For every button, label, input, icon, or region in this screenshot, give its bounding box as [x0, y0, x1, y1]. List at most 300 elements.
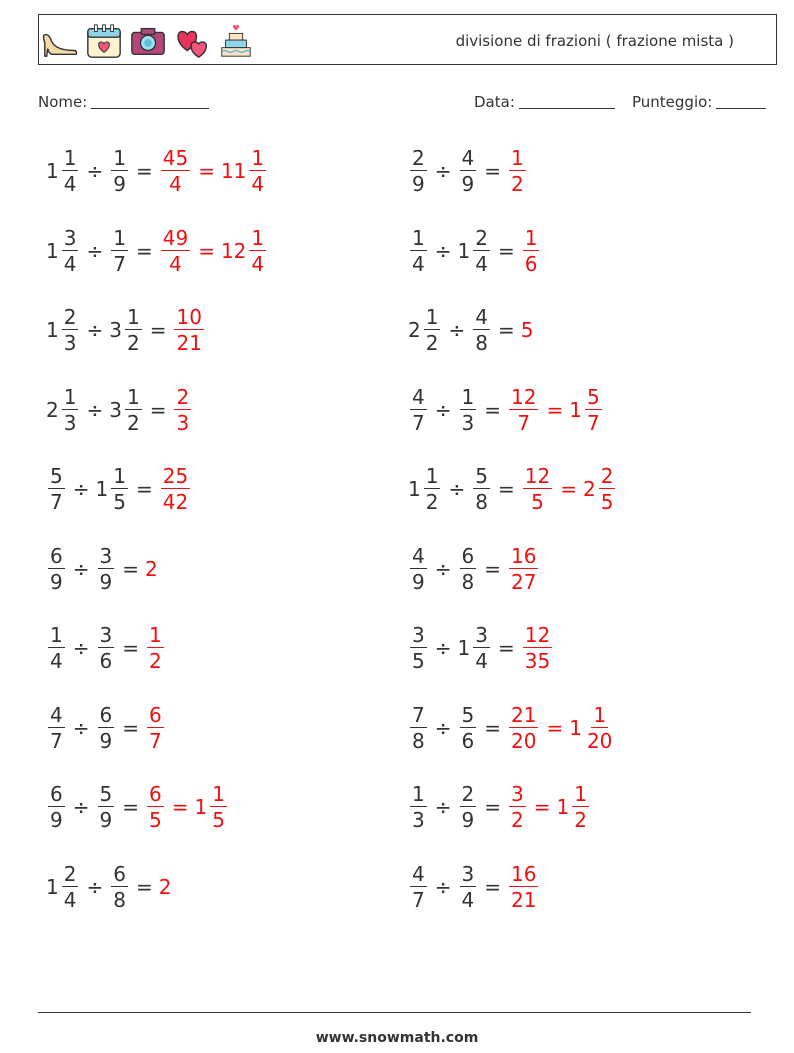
dividend-number — [408, 784, 429, 830]
answer-number — [220, 225, 268, 276]
answer-number — [521, 625, 554, 671]
divisor-numerator: 6 — [113, 861, 126, 886]
divide-sign: ÷ — [434, 159, 452, 183]
problem-item — [46, 539, 159, 599]
divisor-fraction — [473, 466, 490, 512]
problem-item — [46, 221, 268, 281]
dividend-denominator: 2 — [425, 331, 439, 355]
answer-numerator: 1 — [511, 146, 524, 170]
dividend-numerator: 3 — [63, 225, 77, 250]
divide-sign: ÷ — [86, 159, 104, 183]
answer-denominator: 5 — [600, 490, 614, 514]
answer-fraction — [161, 466, 190, 512]
divisor-denominator: 2 — [126, 410, 140, 435]
divisor-fraction — [111, 861, 128, 912]
answer-numerator: 1 — [524, 225, 538, 250]
answer-fraction — [147, 625, 164, 671]
dividend-number — [408, 543, 429, 594]
divisor-number — [96, 543, 117, 594]
answer-number — [507, 384, 540, 435]
divisor-denominator: 8 — [475, 490, 488, 514]
dividend-number — [408, 702, 429, 753]
equals-sign: = — [546, 397, 564, 422]
divisor-number — [458, 148, 479, 194]
answer-fraction — [147, 784, 164, 830]
divisor-numerator: 1 — [461, 384, 475, 409]
dividend-whole: 2 — [46, 397, 59, 422]
dividend-denominator: 5 — [412, 649, 425, 673]
divisor-denominator: 9 — [461, 808, 475, 832]
date-label: Data: — [474, 93, 515, 111]
answer-whole: 1 — [556, 795, 570, 819]
divisor-fraction — [98, 702, 115, 753]
answer-numerator: 25 — [162, 464, 189, 488]
dividend-numerator: 1 — [412, 782, 425, 806]
divisor-number — [471, 466, 492, 512]
dividend-denominator: 7 — [50, 728, 63, 753]
dividend-denominator: 9 — [412, 172, 425, 196]
dividend-denominator: 4 — [412, 251, 425, 276]
name-blank — [91, 107, 209, 109]
divisor-numerator: 3 — [99, 623, 113, 647]
answer-denominator: 5 — [212, 808, 225, 832]
equals-sign: = — [484, 715, 501, 740]
divide-sign: ÷ — [434, 238, 452, 263]
dividend-fraction — [410, 384, 427, 435]
problem-item — [46, 459, 192, 519]
dividend-numerator: 1 — [63, 384, 77, 409]
answer-number — [221, 148, 268, 194]
dividend-denominator: 4 — [63, 887, 77, 912]
dividend-number — [46, 466, 67, 512]
divide-sign: ÷ — [72, 477, 90, 501]
divisor-numerator: 1 — [126, 305, 140, 329]
divisor-denominator: 9 — [99, 808, 113, 832]
divisor-number — [458, 384, 479, 435]
answer-denominator: 2 — [511, 808, 524, 832]
dividend-fraction — [62, 861, 79, 912]
equals-sign: = — [484, 874, 501, 899]
divisor-denominator: 5 — [113, 490, 126, 514]
divisor-numerator: 1 — [113, 146, 126, 170]
answer-fraction — [249, 148, 266, 194]
wedding-cake-icon — [217, 21, 255, 61]
divisor-number — [471, 307, 492, 353]
answer-number — [159, 225, 192, 276]
divisor-denominator: 8 — [113, 887, 126, 912]
answer-numerator: 12 — [524, 623, 551, 647]
divide-sign: ÷ — [448, 477, 466, 501]
problem-item — [46, 857, 172, 917]
divisor-numerator: 2 — [461, 782, 475, 806]
answer-number — [507, 784, 528, 830]
answer-number — [145, 625, 166, 671]
divide-sign: ÷ — [72, 556, 90, 581]
answer-whole: 1 — [194, 795, 208, 819]
equals-sign: = — [497, 318, 515, 342]
answer-whole: 2 — [145, 556, 158, 581]
answer-fraction — [174, 307, 203, 353]
name-field — [38, 93, 209, 111]
problem-item — [408, 698, 616, 758]
answer-fraction — [585, 702, 614, 753]
date-field — [474, 93, 615, 111]
divisor-fraction — [473, 225, 490, 276]
answer-denominator: 20 — [511, 728, 537, 753]
answer-numerator: 1 — [212, 782, 225, 806]
equals-sign: = — [171, 795, 189, 819]
answer — [507, 148, 528, 194]
answer-denominator: 4 — [251, 251, 265, 276]
answer-denominator: 3 — [176, 410, 190, 435]
problem-item — [408, 380, 604, 440]
answer-denominator: 5 — [149, 808, 162, 832]
divisor-fraction — [460, 148, 477, 194]
divisor-denominator: 2 — [126, 331, 140, 355]
answer-fraction — [147, 702, 164, 753]
high-heel-icon — [41, 21, 79, 61]
answer-denominator: 27 — [511, 569, 537, 594]
answer-number — [159, 466, 192, 512]
answer-denominator: 2 — [511, 172, 524, 196]
dividend-fraction — [410, 148, 427, 194]
dividend-number — [46, 702, 67, 753]
divisor-fraction — [473, 307, 490, 353]
equals-sign: = — [546, 715, 564, 740]
problem-item — [46, 777, 229, 837]
answer — [159, 225, 268, 276]
dividend-fraction — [410, 543, 427, 594]
divisor-fraction — [460, 861, 477, 912]
divisor-numerator: 6 — [99, 702, 113, 727]
answer — [145, 784, 229, 830]
dividend-numerator: 1 — [412, 225, 425, 250]
answer-number — [569, 384, 603, 435]
dividend-numerator: 7 — [412, 702, 425, 727]
dividend-denominator: 3 — [63, 331, 77, 355]
dividend-whole: 1 — [46, 318, 59, 342]
answer-fraction — [509, 784, 526, 830]
equals-sign: = — [122, 715, 139, 740]
divisor-denominator: 4 — [475, 251, 488, 276]
answer — [159, 875, 173, 899]
dividend-fraction — [48, 543, 65, 594]
problem-item — [408, 857, 540, 917]
dividend-numerator: 1 — [63, 146, 77, 170]
divide-sign: ÷ — [86, 874, 104, 899]
equals-sign: = — [198, 159, 215, 183]
answer — [507, 384, 604, 435]
answer-number — [507, 861, 540, 912]
answer-denominator: 20 — [586, 728, 613, 753]
answer — [172, 384, 193, 435]
divisor-number — [458, 861, 479, 912]
answer-denominator: 6 — [524, 251, 538, 276]
answer-denominator: 4 — [169, 251, 182, 276]
divisor-denominator: 3 — [461, 410, 475, 435]
dividend-numerator: 3 — [412, 623, 425, 647]
worksheet-header — [38, 14, 777, 65]
answer-numerator: 45 — [162, 146, 189, 170]
answer-denominator: 7 — [517, 410, 531, 435]
divisor-fraction — [125, 307, 142, 353]
answer-number — [145, 557, 159, 581]
answer-numerator: 16 — [511, 543, 537, 568]
divisor-numerator: 4 — [461, 146, 475, 170]
dividend-denominator: 7 — [412, 410, 425, 435]
answer-numerator: 6 — [149, 782, 162, 806]
divisor-number — [96, 466, 130, 512]
dividend-numerator: 2 — [63, 305, 77, 329]
dividend-number — [46, 543, 67, 594]
dividend-number — [408, 384, 429, 435]
divisor-numerator: 5 — [99, 782, 113, 806]
dividend-whole: 2 — [408, 318, 421, 342]
answer-number — [583, 466, 617, 512]
dividend-whole: 1 — [46, 159, 59, 183]
divisor-whole: 1 — [457, 636, 471, 660]
divisor-number — [109, 225, 130, 276]
answer — [521, 318, 535, 342]
equals-sign: = — [497, 477, 515, 501]
divisor-numerator: 3 — [461, 861, 475, 886]
answer-denominator: 4 — [169, 172, 182, 196]
answer-numerator: 10 — [176, 305, 202, 329]
divisor-numerator: 2 — [475, 225, 488, 250]
dividend-denominator: 7 — [50, 490, 63, 514]
hearts-icon — [173, 21, 211, 61]
dividend-numerator: 6 — [50, 782, 63, 806]
divisor-fraction — [460, 702, 477, 753]
answer-fraction — [585, 384, 602, 435]
divisor-number — [96, 784, 117, 830]
answer-denominator: 2 — [574, 808, 587, 832]
equals-sign: = — [149, 318, 167, 342]
dividend-numerator: 2 — [63, 861, 77, 886]
dividend-numerator: 4 — [412, 861, 425, 886]
dividend-numerator: 2 — [412, 146, 425, 170]
dividend-denominator: 2 — [425, 490, 439, 514]
divisor-numerator: 3 — [99, 543, 113, 568]
dividend-whole: 1 — [408, 477, 421, 501]
dividend-fraction — [62, 148, 79, 194]
answer — [521, 625, 554, 671]
answer-denominator: 4 — [251, 172, 265, 196]
divisor-number — [457, 225, 492, 276]
divisor-denominator: 9 — [99, 569, 113, 594]
dividend-number — [408, 148, 429, 194]
dividend-denominator: 3 — [63, 410, 77, 435]
dividend-fraction — [410, 861, 427, 912]
answer-whole: 12 — [220, 238, 247, 263]
answer-number — [557, 784, 591, 830]
equals-sign: = — [135, 238, 153, 263]
answer-fraction — [523, 466, 552, 512]
divisor-denominator: 9 — [99, 728, 113, 753]
divide-sign: ÷ — [434, 715, 452, 740]
date-blank — [519, 107, 615, 109]
answer — [507, 543, 540, 594]
answer-fraction — [161, 148, 190, 194]
answer — [507, 702, 616, 753]
answer-number — [507, 543, 540, 594]
divide-sign: ÷ — [434, 795, 452, 819]
answer-fraction — [599, 466, 616, 512]
divisor-number — [109, 861, 130, 912]
dividend-number — [408, 861, 429, 912]
answer-number — [159, 148, 192, 194]
dividend-whole: 1 — [46, 874, 59, 899]
answer-fraction — [523, 625, 552, 671]
dividend-whole: 1 — [46, 238, 59, 263]
dividend-fraction — [48, 784, 65, 830]
divisor-whole: 3 — [109, 318, 122, 342]
problem-item — [46, 141, 268, 201]
answer-denominator: 2 — [149, 649, 162, 673]
answer-numerator: 1 — [574, 782, 587, 806]
problem-item — [408, 539, 540, 599]
answer-numerator: 1 — [593, 702, 607, 727]
answer — [172, 307, 205, 353]
answer-numerator: 12 — [524, 464, 551, 488]
divide-sign: ÷ — [434, 397, 452, 422]
dividend-number — [408, 466, 442, 512]
dividend-fraction — [410, 225, 427, 276]
divisor-numerator: 5 — [475, 464, 488, 488]
answer-fraction — [210, 784, 227, 830]
equals-sign: = — [484, 556, 501, 581]
equals-sign: = — [135, 874, 153, 899]
divide-sign: ÷ — [86, 238, 104, 263]
answer-numerator: 1 — [251, 225, 265, 250]
divisor-fraction — [111, 225, 128, 276]
divisor-denominator: 7 — [113, 251, 126, 276]
dividend-numerator: 5 — [50, 464, 63, 488]
divisor-fraction — [460, 543, 477, 594]
dividend-numerator: 6 — [50, 543, 63, 568]
answer-numerator: 12 — [511, 384, 537, 409]
divisor-fraction — [111, 466, 128, 512]
dividend-fraction — [424, 466, 441, 512]
answer-number — [172, 384, 193, 435]
divisor-numerator: 6 — [461, 543, 475, 568]
equals-sign: = — [122, 556, 139, 581]
answer-fraction — [509, 148, 526, 194]
divisor-number — [109, 307, 143, 353]
dividend-denominator: 9 — [50, 808, 63, 832]
answer-fraction — [509, 702, 538, 753]
calendar-heart-icon — [85, 21, 123, 61]
problem-item — [408, 221, 541, 281]
equals-sign: = — [149, 397, 167, 422]
equals-sign: = — [560, 477, 577, 501]
answer-fraction — [509, 543, 538, 594]
dividend-number — [46, 148, 80, 194]
dividend-denominator: 9 — [412, 569, 425, 594]
divisor-numerator: 1 — [113, 225, 126, 250]
dividend-denominator: 4 — [50, 649, 63, 673]
answer-denominator: 21 — [176, 331, 202, 355]
dividend-number — [46, 384, 80, 435]
divisor-fraction — [98, 784, 115, 830]
equals-sign: = — [122, 795, 139, 819]
answer-number — [521, 466, 554, 512]
divisor-number — [458, 784, 479, 830]
divide-sign: ÷ — [434, 636, 452, 660]
problem-item — [408, 141, 528, 201]
equals-sign: = — [484, 397, 501, 422]
dividend-numerator: 1 — [425, 464, 439, 488]
divisor-denominator: 4 — [461, 887, 475, 912]
divisor-whole: 1 — [95, 477, 109, 501]
dividend-fraction — [410, 702, 427, 753]
divisor-numerator: 1 — [113, 464, 126, 488]
answer-fraction — [161, 225, 190, 276]
dividend-fraction — [410, 625, 427, 671]
dividend-fraction — [424, 307, 441, 353]
dividend-fraction — [62, 225, 79, 276]
equals-sign: = — [497, 636, 515, 660]
problem-item — [46, 380, 193, 440]
equals-sign: = — [135, 477, 153, 501]
divisor-whole: 1 — [457, 238, 471, 263]
divisor-denominator: 9 — [113, 172, 126, 196]
equals-sign: = — [484, 795, 501, 819]
dividend-number — [46, 861, 80, 912]
camera-icon — [129, 21, 167, 61]
divisor-fraction — [98, 543, 115, 594]
divisor-fraction — [111, 148, 128, 194]
dividend-fraction — [62, 307, 79, 353]
divide-sign: ÷ — [86, 318, 104, 342]
divide-sign: ÷ — [72, 795, 90, 819]
answer-denominator: 7 — [149, 728, 162, 753]
answer-number — [507, 148, 528, 194]
dividend-number — [46, 784, 67, 830]
answer-numerator: 5 — [586, 384, 600, 409]
problem-item — [408, 300, 534, 360]
answer — [145, 625, 166, 671]
divisor-fraction — [460, 384, 477, 435]
dividend-number — [46, 307, 80, 353]
answer-whole: 2 — [582, 477, 596, 501]
problem-item — [46, 300, 206, 360]
answer-number — [521, 318, 535, 342]
divisor-whole: 3 — [109, 397, 122, 422]
dividend-fraction — [48, 702, 65, 753]
answer — [145, 702, 166, 753]
worksheet-title: divisione di frazioni ( frazione mista ) — [455, 32, 734, 50]
divisor-number — [458, 543, 479, 594]
divisor-number — [458, 702, 479, 753]
answer-fraction — [249, 225, 266, 276]
answer — [507, 861, 540, 912]
dividend-number — [46, 625, 67, 671]
answer-numerator: 1 — [251, 146, 265, 170]
dividend-denominator: 3 — [412, 808, 425, 832]
answer-fraction — [523, 225, 540, 276]
header-icons — [41, 18, 255, 64]
divisor-denominator: 9 — [461, 172, 475, 196]
divisor-fraction — [98, 625, 115, 671]
dividend-fraction — [410, 784, 427, 830]
footer-url: www.snowmath.com — [315, 1030, 479, 1046]
answer-number — [172, 307, 205, 353]
answer-number — [507, 702, 540, 753]
problem-item — [408, 459, 617, 519]
answer-numerator: 49 — [162, 225, 189, 250]
answer-fraction — [572, 784, 589, 830]
